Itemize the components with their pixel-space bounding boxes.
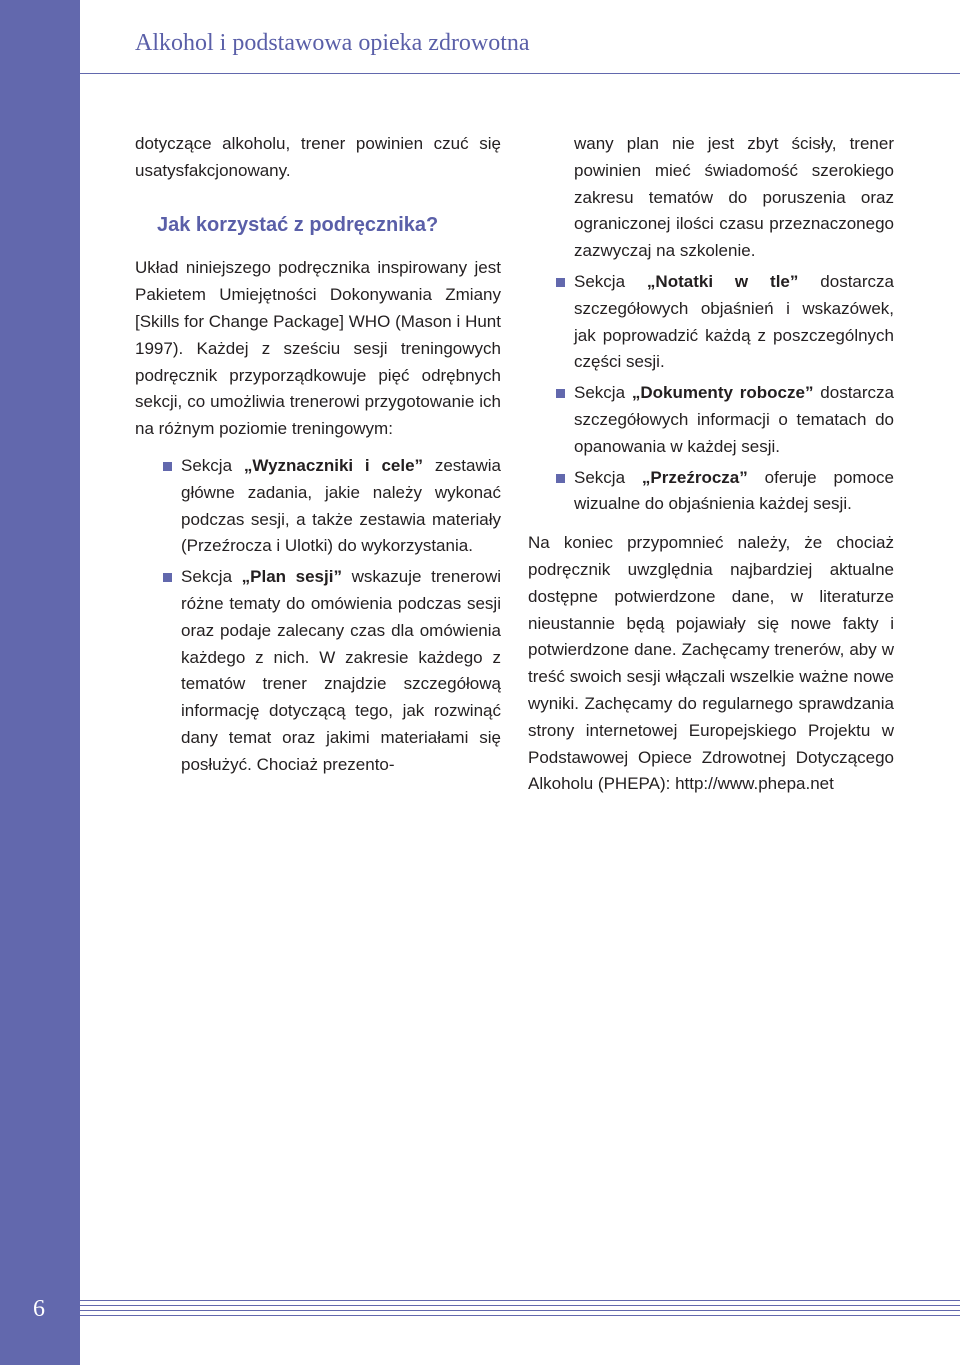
header-rule xyxy=(80,73,960,74)
page-number: 6 xyxy=(33,1296,45,1322)
continuation-paragraph: wany plan nie jest zbyt ścisły, trener powinien mieć świadomość szerokiego zakresu tematów do poruszenia oraz ograniczonej ilości czasu przeznaczonego zazwyczaj na szkolenie. xyxy=(574,134,894,261)
closing-paragraph: Na koniec przypomnieć należy, że chociaż podręcznik uwzględnia najbardziej aktualne dostępne potwierdzone dane, w literaturze nieustannie będą pojawiały się nowe fakty i potwierdzone dane. Zachęcamy trenerów, aby w treść swoich sesji włączali wszelkie ważne nowe wyniki. Zachęcamy do regularnego sprawdzania strony internetowej Europejskiego Projektu w Podstawowej Opiece Zdrowotnej Dotyczącego Alkoholu (PHEPA): http://www.phepa.net xyxy=(528,533,894,794)
list-item-prefix: Sekcja xyxy=(574,383,632,403)
footer-rule xyxy=(0,1305,22,1306)
section-list xyxy=(528,269,894,518)
list-item-text: zestawia główne zadania, jakie należy wykonać podczas sesji, a także zestawia materiały (Przeźrocza i Ulotki) do wykorzystania. xyxy=(181,455,501,556)
square-bullet-icon xyxy=(556,474,565,483)
side-band xyxy=(0,0,80,1365)
square-bullet-icon xyxy=(556,389,565,398)
footer-rule xyxy=(0,1315,22,1316)
list-item xyxy=(135,453,501,560)
list-item xyxy=(528,465,894,519)
list-item xyxy=(528,380,894,460)
running-header: Alkohol i podstawowa opieka zdrowotna xyxy=(135,30,530,56)
list-item-term: „Plan sesji” xyxy=(241,567,342,587)
list-item-prefix: Sekcja xyxy=(574,271,647,291)
footer-rule xyxy=(62,1315,960,1316)
right-column xyxy=(528,131,894,798)
list-item-text: oferuje pomoce wizualne do objaśnienia każdej sesji. xyxy=(574,467,894,514)
list-item-text: dostarcza szczegółowych objaśnień i wskazówek, jak poprowadzić każdą z poszczególnych części sesji. xyxy=(574,271,894,372)
list-item-term: „Dokumenty robocze” xyxy=(631,383,814,403)
footer-rule xyxy=(0,1300,22,1301)
body-paragraph: Układ niniejszego podręcznika inspirowany jest Pakietem Umiejętności Dokonywania Zmiany [Skills for Change Package] WHO (Mason i Hunt 1997). Każdej z sześciu sesji treningowych podręcznik przyporządkowuje pięć odrębnych sekcji, co umożliwia trenerowi przygotowanie ich na różnym poziomie treningowym: xyxy=(135,258,501,439)
list-item-prefix: Sekcja xyxy=(574,467,642,487)
section-list xyxy=(135,453,501,779)
footer-rule xyxy=(62,1300,960,1301)
intro-paragraph: dotyczące alkoholu, trener powinien czuć się usatysfakcjonowany. xyxy=(135,134,501,180)
list-item xyxy=(135,564,501,778)
list-item-term: „Przeźrocza” xyxy=(641,467,748,487)
footer-rule xyxy=(62,1305,960,1306)
section-heading: Jak korzystać z podręcznika? xyxy=(157,213,439,236)
square-bullet-icon xyxy=(163,462,172,471)
list-item xyxy=(528,269,894,376)
list-item-term: „Wyznaczniki i cele” xyxy=(243,455,424,475)
square-bullet-icon xyxy=(556,278,565,287)
list-item-prefix: Sekcja xyxy=(181,455,244,475)
square-bullet-icon xyxy=(163,573,172,582)
footer-rule xyxy=(0,1310,22,1311)
list-item-prefix: Sekcja xyxy=(181,567,242,587)
footer-rule xyxy=(62,1310,960,1311)
left-column xyxy=(135,131,501,783)
list-item-term: „Notatki w tle” xyxy=(646,271,799,291)
list-item-text: dostarcza szczegółowych informacji o tematach do opanowania w każdej sesji. xyxy=(574,383,894,456)
list-item-text: wskazuje trenerowi różne tematy do omówienia podczas sesji oraz podaje zalecany czas dla omówienia każdego z nich. W zakresie każdego z tematów trener znajdzie szczegółową informację dotyczącą tego, jak rozwinąć dany temat oraz jakimi materiałami się posłużyć. Chociaż prezento- xyxy=(181,567,502,774)
